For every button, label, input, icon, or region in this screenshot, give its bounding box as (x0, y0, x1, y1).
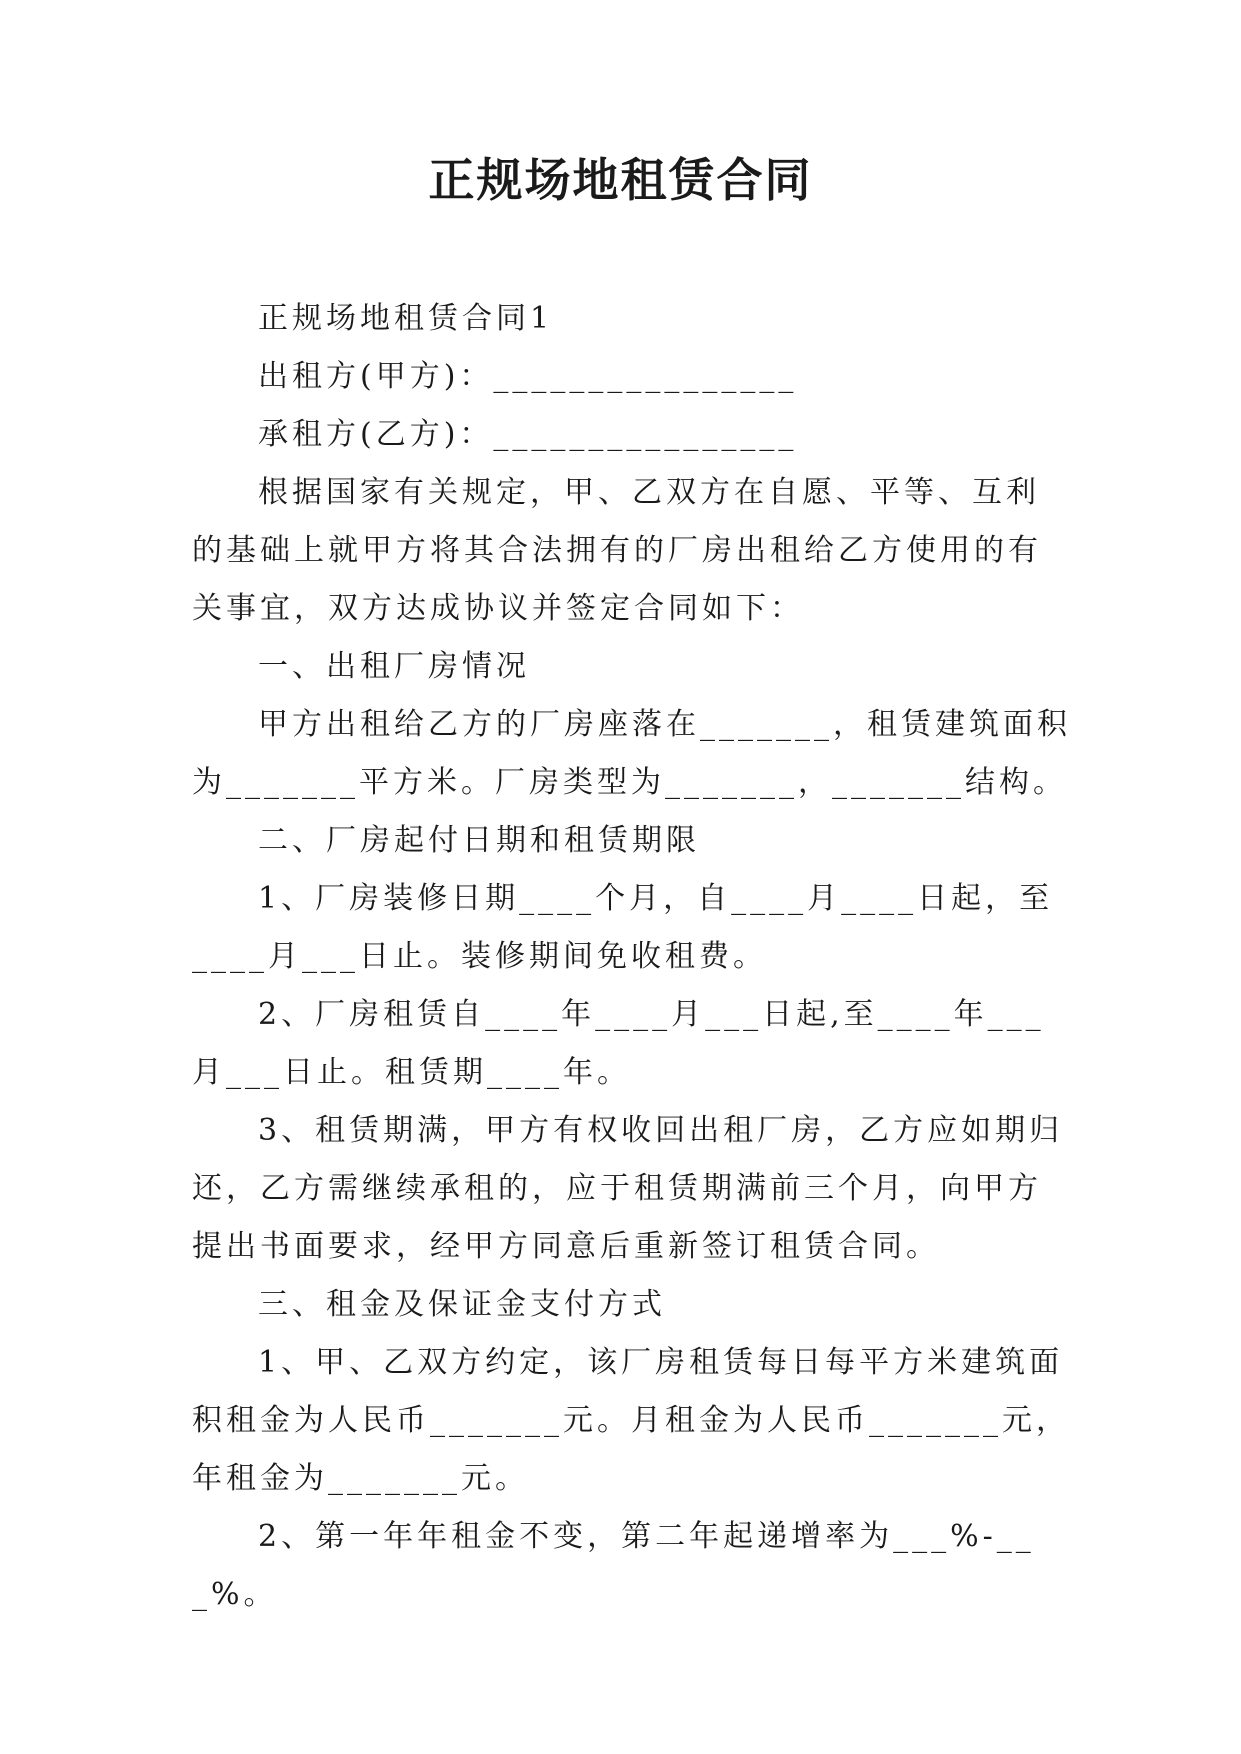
paragraph-preamble: 根据国家有关规定，甲、乙双方在自愿、平等、互利的基础上就甲方将其合法拥有的厂房出租给乙方使用的有关事宜，双方达成协议并签定合同如下： (192, 475, 1042, 626)
document-body (192, 290, 1072, 1624)
paragraph-heading-number: 正规场地租赁合同1 (258, 301, 554, 336)
paragraph-rent-increase: 2、第一年年租金不变，第二年起递增率为___%-___%。 (192, 1519, 1035, 1612)
paragraph-location: 甲方出租给乙方的厂房座落在_______，租赁建筑面积为_______平方米。厂房类型为_______，_______结构。 (192, 707, 1071, 800)
paragraph-lessor: 出租方(甲方)：________________ (258, 359, 798, 394)
paragraph-rent-amount: 1、甲、乙双方约定，该厂房租赁每日每平方米建筑面积租金为人民币_______元。月租金为人民币_______元，年租金为_______元。 (192, 1345, 1070, 1496)
section-heading-2: 二、厂房起付日期和租赁期限 (258, 823, 700, 858)
paragraph-lessee: 承租方(乙方)：________________ (258, 417, 798, 452)
paragraph-lease-period: 2、厂房租赁自____年____月___日起,至____年___月___日止。租赁期____年。 (192, 997, 1045, 1090)
section-heading-3: 三、租金及保证金支付方式 (258, 1287, 666, 1322)
section-heading-1: 一、出租厂房情况 (258, 649, 530, 684)
paragraph-decoration-period: 1、厂房装修日期____个月，自____月____日起，至____月___日止。装修期间免收租费。 (192, 881, 1054, 974)
paragraph-lease-expiry: 3、租赁期满，甲方有权收回出租厂房，乙方应如期归还，乙方需继续承租的，应于租赁期满前三个月，向甲方提出书面要求，经甲方同意后重新签订租赁合同。 (192, 1113, 1064, 1264)
document-title: 正规场地租赁合同 (428, 153, 813, 207)
